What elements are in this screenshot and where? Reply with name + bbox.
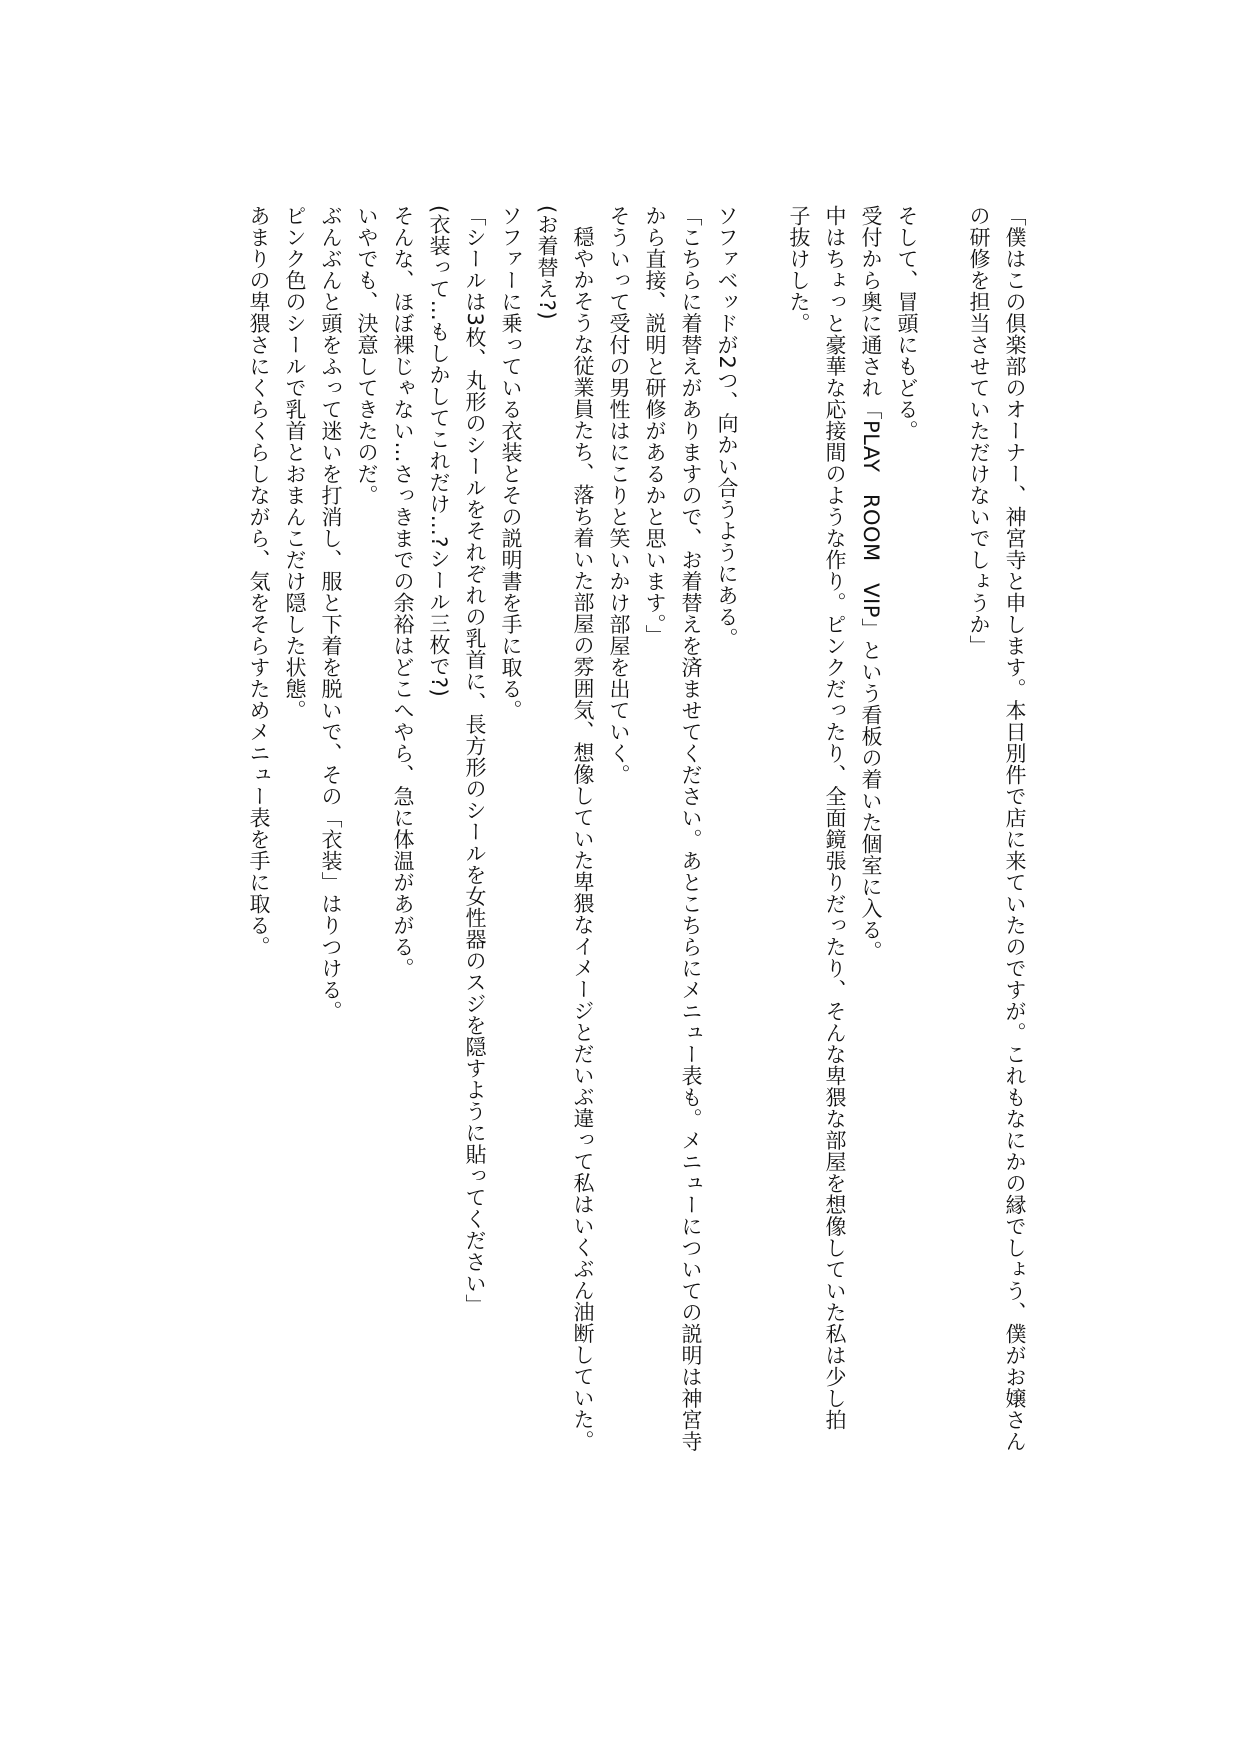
paragraph-gap <box>745 205 781 1565</box>
text-line: の研修を担当させていただけないでしょうか」 <box>967 205 991 657</box>
text-line: 中はちょっと豪華な応接間のような作り。ピンクだったり、全面鏡張りだったり、そんな卑猥な部屋を想像していた私は少し拍 <box>823 205 847 1431</box>
paragraph-gap <box>925 205 961 1565</box>
text-line: (衣装って…もしかしてこれだけ…?シール三枚で?) <box>427 205 451 698</box>
text-line: (お着替え?) <box>535 205 559 321</box>
text-line: ピンク色のシールで乳首とおまんこだけ隠した状態。 <box>283 205 307 721</box>
text-line: 穏やかそうな従業員たち、落ち着いた部屋の雰囲気、想像していた卑猥なイメージとだいぶ違って私はいくぶん油断していた。 <box>571 226 595 1452</box>
text-line: ソファベッドが2つ、向かい合うようにある。 <box>715 205 739 649</box>
text-line: いやでも、決意してきたのだ。 <box>355 205 379 506</box>
text-line: 「僕はこの倶楽部のオーナー、神宮寺と申します。本日別件で店に来ていたのですが。これもなにかの縁でしょう、僕がお嬢さん <box>1003 205 1027 1452</box>
text-line: 受付から奥に通され「PLAY ROOM VIP」という看板の着いた個室に入る。 <box>859 205 883 962</box>
text-line: そんな、ほぼ裸じゃない…さっきまでの余裕はどこへやら、急に体温があがる。 <box>391 205 415 979</box>
text-line: 「シールは3枚、丸形のシールをそれぞれの乳首に、長方形のシールを女性器のスジを隠すように貼ってください」 <box>463 205 487 1316</box>
text-line: そして、冒頭にもどる。 <box>895 205 919 442</box>
text-line: ぶんぶんと頭をふって迷いを打消し、服と下着を脱いで、その「衣装」はりつける。 <box>319 205 343 1022</box>
text-line: 子抜けした。 <box>787 205 811 334</box>
text-line: 「こちらに着替えがありますので、お着替えを済ませてください。あとこちらにメニュー表も。メニューについての説明は神宮寺 <box>679 205 703 1452</box>
text-line: ソファーに乗っている衣装とその説明書を手に取る。 <box>499 205 523 721</box>
text-line: あまりの卑猥さにくらくらしながら、気をそらすためメニュー表を手に取る。 <box>247 205 271 958</box>
text-line: から直接、説明と研修があるかと思います。」 <box>643 205 667 646</box>
vertical-text-body <box>241 205 1033 1565</box>
text-line: そういって受付の男性はにこりと笑いかけ部屋を出ていく。 <box>607 205 631 786</box>
